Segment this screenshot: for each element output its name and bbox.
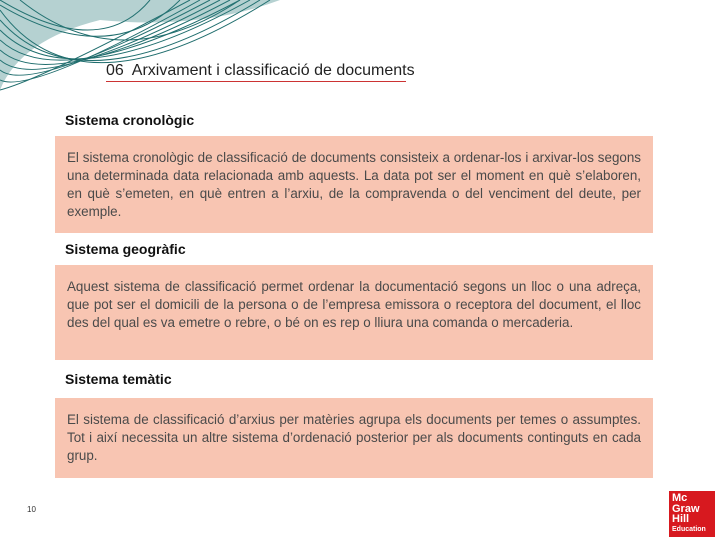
logo-line: Mc <box>672 492 688 504</box>
section-text-geographic: Aquest sistema de classificació permet ordenar la documentació segons un lloc o una adreça, que pot ser el domicili de la persona o de l’empresa emissora o receptora del document, el lloc des del qual es va emetre o rebre, o bé on es rep o lliura una comanda o mercaderia. <box>55 265 653 360</box>
section-heading-thematic: Sistema temàtic <box>65 371 172 387</box>
decorative-wave-graphic <box>0 0 280 100</box>
page-title <box>106 62 415 82</box>
page-number: 10 <box>27 505 36 514</box>
logo-line: Hill <box>672 513 690 525</box>
section-text-thematic: El sistema de classificació d’arxius per matèries agrupa els documents per temes o assumptes. Tot i així necessita un altre sistema d’ordenació posterior per als documents continguts en cada grup. <box>55 398 653 478</box>
section-text-chronological: El sistema cronològic de classificació de documents consisteix a ordenar-los i arxivar-los segons una determinada data relacionada amb aquests. La data pot ser el moment en què s’elaboren, en què s’emeten, en què entren a l’arxiu, de la compravenda o del venciment del deute, per exemple. <box>55 136 653 233</box>
publisher-logo <box>669 491 715 537</box>
chapter-title: Arxivament i classificació de documents <box>131 62 415 79</box>
chapter-number: 06 <box>106 62 124 79</box>
logo-line: Education <box>672 525 706 533</box>
section-heading-geographic: Sistema geogràfic <box>65 241 186 257</box>
logo-line: Graw <box>672 502 700 515</box>
section-heading-chronological: Sistema cronològic <box>65 112 195 128</box>
